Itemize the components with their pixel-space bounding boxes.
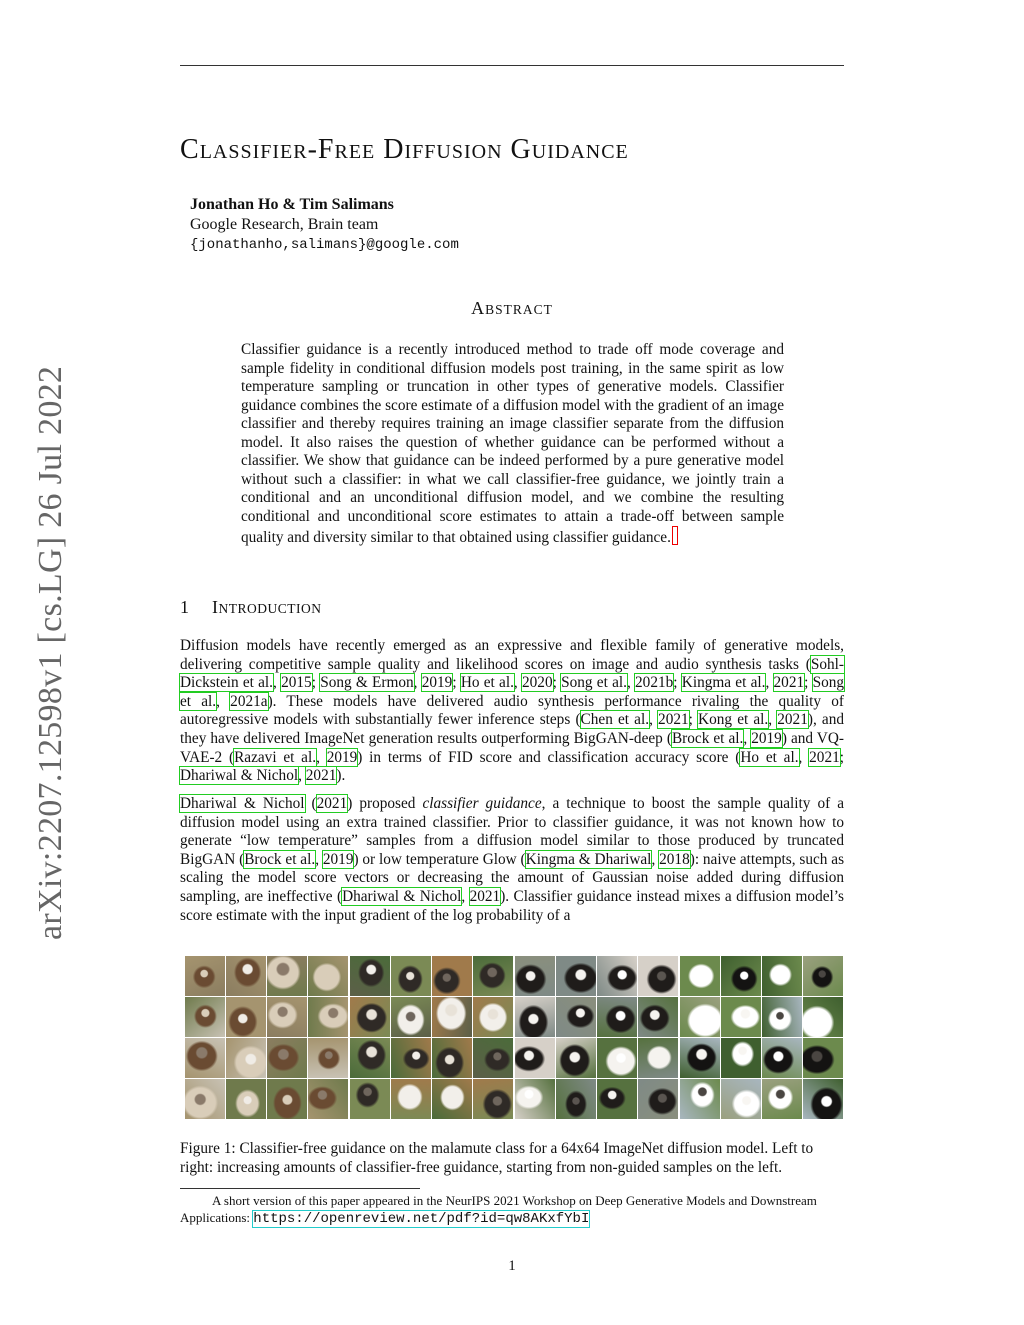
citation-link[interactable]: 2021 (658, 711, 689, 729)
citation-link[interactable]: 2019 (421, 674, 453, 692)
malamute-sample-tile (226, 956, 266, 996)
sample-grid (185, 956, 348, 1119)
malamute-sample-tile (515, 1079, 555, 1119)
malamute-sample-tile (680, 1038, 720, 1078)
malamute-sample-tile (473, 1038, 513, 1078)
emphasis-term: classifier guidance (422, 795, 542, 812)
malamute-sample-tile (226, 1079, 266, 1119)
malamute-sample-tile (803, 997, 843, 1037)
citation-link[interactable]: 2021 (469, 887, 501, 905)
malamute-sample-tile (721, 1079, 761, 1119)
sample-grid (515, 956, 678, 1119)
malamute-sample-tile (226, 1038, 266, 1078)
malamute-sample-tile (432, 997, 472, 1037)
citation-link[interactable]: Brock et al. (671, 729, 744, 747)
malamute-sample-tile (556, 997, 596, 1037)
malamute-sample-tile (350, 997, 390, 1037)
malamute-sample-tile (680, 997, 720, 1037)
malamute-sample-tile (515, 956, 555, 996)
malamute-sample-tile (473, 956, 513, 996)
citation-link[interactable]: 2021b (635, 674, 674, 692)
author-block (190, 195, 459, 255)
malamute-sample-tile (556, 1038, 596, 1078)
citation-link[interactable]: 2020 (522, 674, 553, 692)
malamute-sample-tile (308, 1079, 348, 1119)
malamute-sample-tile (638, 997, 678, 1037)
malamute-sample-tile (473, 997, 513, 1037)
citation-link[interactable]: Song & Ermon (320, 674, 414, 692)
malamute-sample-tile (597, 997, 637, 1037)
malamute-sample-tile (515, 1038, 555, 1078)
malamute-sample-tile (226, 997, 266, 1037)
malamute-sample-tile (185, 1079, 225, 1119)
citation-link[interactable]: Chen et al. (580, 711, 650, 729)
malamute-sample-tile (391, 956, 431, 996)
malamute-sample-tile (391, 1038, 431, 1078)
arxiv-identifier[interactable]: arXiv:2207.12598v1 [cs.LG] 26 Jul 2022 (32, 365, 69, 940)
citation-link[interactable]: Razavi et al. (234, 748, 317, 766)
citation-link[interactable]: 2021 (773, 674, 805, 692)
malamute-sample-tile (350, 1079, 390, 1119)
citation-link[interactable]: Ho et al. (740, 748, 799, 766)
malamute-sample-tile (350, 956, 390, 996)
citation-link[interactable]: 2021a (230, 692, 268, 710)
malamute-sample-tile (473, 1079, 513, 1119)
malamute-sample-tile (432, 956, 472, 996)
malamute-sample-tile (267, 997, 307, 1037)
citation-link[interactable]: 2019 (326, 748, 358, 766)
section-heading-introduction: 1 INTRODUCTION (180, 597, 322, 617)
footnote-marker[interactable] (672, 526, 678, 545)
malamute-sample-tile (762, 956, 802, 996)
malamute-sample-tile (350, 1038, 390, 1078)
malamute-sample-tile (308, 997, 348, 1037)
page-number: 1 (508, 1258, 516, 1274)
malamute-sample-tile (597, 1079, 637, 1119)
malamute-sample-tile (432, 1079, 472, 1119)
malamute-sample-tile (267, 1079, 307, 1119)
abstract-heading: ABSTRACT (471, 298, 553, 318)
citation-link[interactable]: Sohl-Dickstein et al. (180, 655, 844, 692)
citation-link[interactable]: 2021 (809, 748, 840, 766)
intro-paragraph-2: Dhariwal & Nichol (2021) proposed classifier guidance, a technique to boost the sample quality of a diffusion model using an extra trained classifier. Prior to classifier guidance, it was not known how to generate “low temperature” samples from a diffusion model similar to those produced by truncated BigGAN (Brock et al., 2019) or low temperature Glow (Kingma & Dhariwal, 2018): naive attempts, such as scaling the model score vectors or decreasing the amount of Gaussian noise added during diffusion sampling, are ineffective (Dhariwal & Nichol, 2021). Classifier guidance instead mixes a diffusion model’s score estimate with the input gradient of the log probability of a (180, 795, 845, 924)
citation-link[interactable]: Kong et al. (698, 711, 769, 729)
malamute-sample-tile (762, 997, 802, 1037)
header-rule (180, 65, 844, 66)
figure-1-caption: Figure 1: Classifier-free guidance on the malamute class for a 64x64 ImageNet diffusion model. Left to right: increasing amounts of classifier-free guidance, starting from non-guided samples on the left. (180, 1140, 814, 1176)
citation-link[interactable]: Dhariwal & Nichol (180, 767, 299, 785)
footnote-rule (180, 1188, 420, 1189)
malamute-sample-tile (721, 956, 761, 996)
intro-paragraph-1: Diffusion models have recently emerged as an expressive and flexible family of generative models, delivering competitive sample quality and likelihood scores on image and audio synthesis tasks (Sohl-Dickstein et al., 2015; Song & Ermon, 2019; Ho et al., 2020; Song et al., 2021b; Kingma et al., 2021; Song et al., 2021a). These models have delivered audio synthesis performance rivaling the quality of autoregressive models with substantially fewer inference steps (Chen et al., 2021; Kong et al., 2021), and they have delivered ImageNet generation results outperforming BigGAN-deep (Brock et al., 2019) and VQ-VAE-2 (Razavi et al., 2019) in terms of FID score and classification accuracy score (Ho et al., 2021; Dhariwal & Nichol, 2021). (180, 637, 845, 785)
malamute-sample-tile (762, 1038, 802, 1078)
malamute-sample-tile (638, 1079, 678, 1119)
malamute-sample-tile (185, 956, 225, 996)
malamute-sample-tile (267, 956, 307, 996)
malamute-sample-tile (762, 1079, 802, 1119)
malamute-sample-tile (680, 956, 720, 996)
malamute-sample-tile (803, 1038, 843, 1078)
malamute-sample-tile (308, 1038, 348, 1078)
malamute-sample-tile (803, 956, 843, 996)
citation-link[interactable]: Dhariwal & Nichol (180, 795, 305, 812)
citation-link[interactable]: Song et al. (561, 674, 627, 692)
citation-link[interactable]: 2021 (316, 795, 348, 812)
figure-1-image-grids (185, 956, 843, 1117)
malamute-sample-tile (556, 1079, 596, 1119)
malamute-sample-tile (267, 1038, 307, 1078)
malamute-sample-tile (597, 1038, 637, 1078)
malamute-sample-tile (597, 956, 637, 996)
citation-link[interactable]: 2019 (751, 729, 782, 747)
author-affiliation: Google Research, Brain team (190, 216, 379, 233)
citation-link[interactable]: 2015 (281, 674, 312, 692)
citation-link[interactable]: 2019 (322, 850, 354, 868)
malamute-sample-tile (432, 1038, 472, 1078)
malamute-sample-tile (185, 997, 225, 1037)
malamute-sample-tile (515, 997, 555, 1037)
malamute-sample-tile (721, 1038, 761, 1078)
citation-link[interactable]: 2021 (305, 767, 337, 785)
abstract-body: Classifier guidance is a recently introduced method to trade off mode coverage and sample fidelity in conditional diffusion models post training, in the same spirit as low temperature sampling or truncation in other types of generative models. Classifier guidance combines the score estimate of a diffusion model with the gradient of an image classifier and thereby requires training an image classifier separate from the diffusion model. It also raises the question of whether guidance can be performed without a classifier. We show that guidance can be indeed performed by a pure generative model without such a classifier: in what we call classifier-free guidance, we jointly train a conditional and an unconditional diffusion model, and we combine the resulting conditional and unconditional score estimates to attain a trade-off between sample quality and diversity similar to that obtained using classifier guidance. (241, 341, 784, 546)
malamute-sample-tile (556, 956, 596, 996)
malamute-sample-tile (391, 1079, 431, 1119)
malamute-sample-tile (721, 997, 761, 1037)
author-names: Jonathan Ho & Tim Salimans (190, 196, 394, 213)
citation-link[interactable]: Ho et al. (460, 674, 514, 692)
footnote-url-link[interactable]: https://openreview.net/pdf?id=qw8AKxfYbI (253, 1211, 590, 1227)
citation-link[interactable]: Kingma et al. (681, 674, 766, 692)
citation-link[interactable]: 2018 (659, 850, 690, 868)
citation-link[interactable]: Dhariwal & Nichol (342, 887, 462, 905)
paper-title: CLASSIFIER-FREE DIFFUSION GUIDANCE (180, 134, 629, 165)
malamute-sample-tile (680, 1079, 720, 1119)
sample-grid (680, 956, 843, 1119)
malamute-sample-tile (391, 997, 431, 1037)
citation-link[interactable]: Song et al. (180, 674, 845, 710)
malamute-sample-tile (803, 1079, 843, 1119)
malamute-sample-tile (308, 956, 348, 996)
author-email: {jonathanho,salimans}@google.com (190, 237, 459, 253)
citation-link[interactable]: Brock et al. (244, 850, 316, 868)
citation-link[interactable]: 2021 (777, 711, 808, 729)
sample-grid (350, 956, 513, 1119)
malamute-sample-tile (638, 956, 678, 996)
malamute-sample-tile (638, 1038, 678, 1078)
malamute-sample-tile (185, 1038, 225, 1078)
footnote: A short version of this paper appeared in the NeurIPS 2021 Workshop on Deep Generative Models and Downstream Applications: https://openreview.net/pdf?id=qw8AKxfYbI (180, 1193, 817, 1227)
citation-link[interactable]: Kingma & Dhariwal (525, 850, 652, 868)
